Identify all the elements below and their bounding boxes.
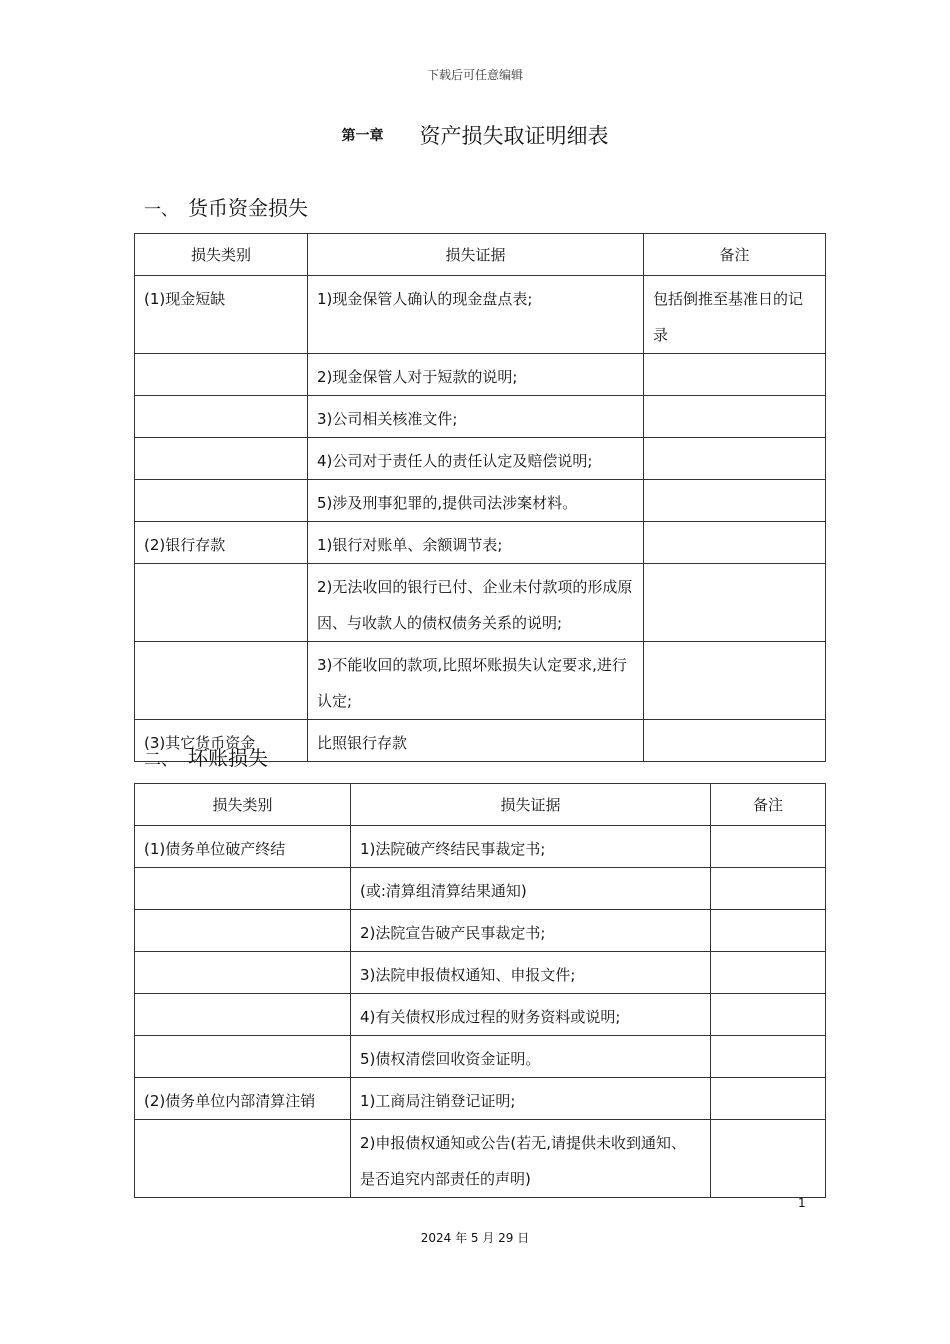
table-row (135, 910, 826, 952)
header-note: 下载后可任意编辑 (426, 68, 523, 82)
evidence-cell: 3)公司相关核准文件; (308, 396, 644, 438)
currency-loss-table (134, 233, 826, 762)
evidence-cell: 3)法院申报债权通知、申报文件; (351, 952, 711, 994)
evidence-cell: 4)有关债权形成过程的财务资料或说明; (351, 994, 711, 1036)
table-row (135, 1036, 826, 1078)
remark-cell (644, 396, 826, 438)
evidence-cell: 1)法院破产终结民事裁定书; (351, 826, 711, 868)
remark-cell (711, 994, 826, 1036)
evidence-cell: 5)涉及刑事犯罪的,提供司法涉案材料。 (308, 480, 644, 522)
chapter-number: 第一章 (341, 128, 384, 144)
table-row (135, 522, 826, 564)
remark-cell (711, 1078, 826, 1120)
table-row (135, 642, 826, 720)
evidence-cell: 1)银行对账单、余额调节表; (308, 522, 644, 564)
evidence-cell: 2)申报债权通知或公告(若无,请提供未收到通知、是否追究内部责任的声明) (351, 1120, 711, 1198)
remark-cell (711, 910, 826, 952)
page-number: 1 (798, 1196, 806, 1210)
header-category: 损失类别 (135, 234, 308, 276)
category-cell: (2)债务单位内部清算注销 (135, 1078, 351, 1120)
evidence-cell: 5)债权清偿回收资金证明。 (351, 1036, 711, 1078)
category-cell (135, 438, 308, 480)
table-row (135, 354, 826, 396)
table-header-row (135, 784, 826, 826)
section-1-title: 货币资金损失 (188, 196, 308, 220)
remark-cell (711, 1120, 826, 1198)
category-cell: (2)银行存款 (135, 522, 308, 564)
category-cell (135, 868, 351, 910)
category-cell: (1)债务单位破产终结 (135, 826, 351, 868)
table-row (135, 868, 826, 910)
category-cell (135, 910, 351, 952)
table-row (135, 564, 826, 642)
evidence-cell: (或:清算组清算结果通知) (351, 868, 711, 910)
evidence-cell: 2)法院宣告破产民事裁定书; (351, 910, 711, 952)
category-cell (135, 642, 308, 720)
section-2-number: 二、 (144, 750, 178, 770)
evidence-cell: 1)现金保管人确认的现金盘点表; (308, 276, 644, 354)
remark-cell (644, 522, 826, 564)
table-row (135, 1078, 826, 1120)
evidence-cell: 2)无法收回的银行已付、企业未付款项的形成原因、与收款人的债权债务关系的说明; (308, 564, 644, 642)
table-row (135, 1120, 826, 1198)
evidence-cell: 比照银行存款 (308, 720, 644, 762)
footer-date: 2024 年 5 月 29 日 (420, 1231, 530, 1245)
header-remark: 备注 (644, 234, 826, 276)
bad-debt-loss-table (134, 783, 826, 1198)
remark-cell (711, 952, 826, 994)
category-cell (135, 1036, 351, 1078)
header-category: 损失类别 (135, 784, 351, 826)
remark-cell (644, 642, 826, 720)
table-row (135, 952, 826, 994)
remark-cell (644, 438, 826, 480)
header-evidence: 损失证据 (308, 234, 644, 276)
section-2-heading (144, 742, 268, 771)
section-1-heading (144, 192, 308, 221)
evidence-cell: 4)公司对于责任人的责任认定及赔偿说明; (308, 438, 644, 480)
table-row (135, 480, 826, 522)
evidence-cell: 2)现金保管人对于短款的说明; (308, 354, 644, 396)
table-row (135, 994, 826, 1036)
remark-cell (711, 1036, 826, 1078)
table-row (135, 826, 826, 868)
remark-cell: 包括倒推至基准日的记录 (644, 276, 826, 354)
remark-cell (711, 826, 826, 868)
table-row (135, 438, 826, 480)
category-cell (135, 564, 308, 642)
table-row (135, 276, 826, 354)
category-cell (135, 354, 308, 396)
table-row (135, 396, 826, 438)
chapter-title: 资产损失取证明细表 (419, 124, 609, 148)
remark-cell (644, 480, 826, 522)
evidence-cell: 3)不能收回的款项,比照坏账损失认定要求,进行认定; (308, 642, 644, 720)
category-cell: (1)现金短缺 (135, 276, 308, 354)
remark-cell (644, 354, 826, 396)
header-evidence: 损失证据 (351, 784, 711, 826)
category-cell (135, 952, 351, 994)
section-2-title: 坏账损失 (188, 746, 268, 770)
category-cell (135, 1120, 351, 1198)
category-cell (135, 994, 351, 1036)
category-cell (135, 396, 308, 438)
remark-cell (644, 564, 826, 642)
evidence-cell: 1)工商局注销登记证明; (351, 1078, 711, 1120)
table-header-row (135, 234, 826, 276)
category-cell (135, 480, 308, 522)
section-1-number: 一、 (144, 200, 178, 220)
chapter-heading (0, 120, 950, 150)
header-remark: 备注 (711, 784, 826, 826)
category-cell: (3)其它货币资金 (135, 720, 308, 762)
remark-cell (711, 868, 826, 910)
remark-cell (644, 720, 826, 762)
